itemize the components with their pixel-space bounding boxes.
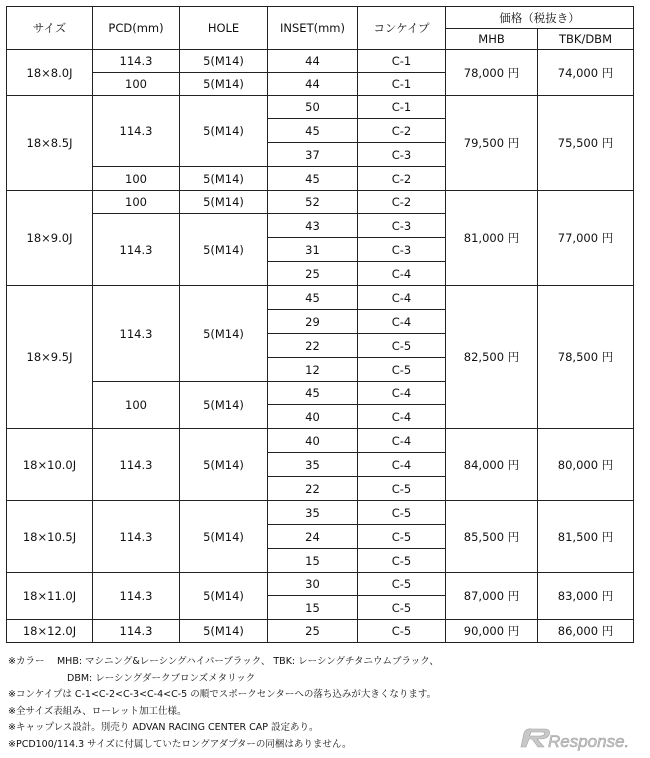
size-cell: 18×8.5J [7, 96, 93, 191]
hole-cell: 5(M14) [180, 286, 268, 382]
size-cell: 18×10.5J [7, 501, 93, 573]
inset-cell: 12 [268, 358, 358, 382]
inset-cell: 43 [268, 214, 358, 238]
concave-cell: C-2 [358, 167, 446, 191]
hole-cell: 5(M14) [180, 73, 268, 96]
concave-cell: C-3 [358, 238, 446, 262]
price-tbk-cell: 74,000 円 [538, 50, 634, 96]
hole-cell: 5(M14) [180, 501, 268, 573]
table-row [7, 286, 634, 310]
header-inset: INSET(mm) [268, 7, 358, 50]
note-concave: ※コンケイプは C-1<C-2<C-3<C-4<C-5 の順でスポークセンターへの落ち込みが大きくなります。 [8, 689, 437, 701]
hole-cell: 5(M14) [180, 96, 268, 167]
concave-cell: C-5 [358, 334, 446, 358]
inset-cell: 52 [268, 191, 358, 214]
table-row [7, 573, 634, 596]
pcd-cell: 114.3 [93, 96, 180, 167]
concave-cell: C-2 [358, 191, 446, 214]
table-row [7, 96, 634, 119]
hole-cell: 5(M14) [180, 620, 268, 643]
price-mhb-cell: 79,500 円 [446, 96, 538, 191]
note-adapter: ※PCD100/114.3 サイズに付属していたロングアダプターの同梱はありません。 [8, 738, 352, 750]
size-cell: 18×10.0J [7, 429, 93, 501]
concave-cell: C-1 [358, 73, 446, 96]
inset-cell: 35 [268, 453, 358, 477]
hole-cell: 5(M14) [180, 214, 268, 286]
inset-cell: 45 [268, 119, 358, 143]
price-mhb-cell: 84,000 円 [446, 429, 538, 501]
concave-cell: C-1 [358, 50, 446, 73]
header-price: 価格（税抜き） [446, 7, 634, 29]
header-concave: コンケイプ [358, 7, 446, 50]
price-tbk-cell: 78,500 円 [538, 286, 634, 429]
pcd-cell: 114.3 [93, 620, 180, 643]
size-cell: 18×8.0J [7, 50, 93, 96]
header-mhb: MHB [446, 29, 538, 50]
price-mhb-cell: 90,000 円 [446, 620, 538, 643]
table-row [7, 191, 634, 214]
table-row [7, 429, 634, 453]
inset-cell: 45 [268, 286, 358, 310]
inset-cell: 25 [268, 262, 358, 286]
pcd-cell: 114.3 [93, 50, 180, 73]
hole-cell: 5(M14) [180, 382, 268, 429]
inset-cell: 29 [268, 310, 358, 334]
price-tbk-cell: 80,000 円 [538, 429, 634, 501]
note-color-dbm: DBM: レーシングダークブロンズメタリック [67, 672, 256, 684]
pcd-cell: 114.3 [93, 501, 180, 573]
concave-cell: C-5 [358, 358, 446, 382]
concave-cell: C-5 [358, 525, 446, 549]
inset-cell: 30 [268, 573, 358, 596]
concave-cell: C-4 [358, 310, 446, 334]
inset-cell: 35 [268, 501, 358, 525]
concave-cell: C-4 [358, 405, 446, 429]
size-cell: 18×9.5J [7, 286, 93, 429]
pcd-cell: 100 [93, 73, 180, 96]
wheel-spec-table [6, 6, 634, 643]
price-mhb-cell: 87,000 円 [446, 573, 538, 620]
concave-cell: C-4 [358, 382, 446, 405]
hole-cell: 5(M14) [180, 429, 268, 501]
hole-cell: 5(M14) [180, 573, 268, 620]
hole-cell: 5(M14) [180, 167, 268, 191]
header-tbk: TBK/DBM [538, 29, 634, 50]
pcd-cell: 100 [93, 167, 180, 191]
inset-cell: 44 [268, 50, 358, 73]
concave-cell: C-5 [358, 549, 446, 573]
inset-cell: 45 [268, 167, 358, 191]
concave-cell: C-4 [358, 286, 446, 310]
price-mhb-cell: 81,000 円 [446, 191, 538, 286]
price-tbk-cell: 77,000 円 [538, 191, 634, 286]
price-mhb-cell: 85,500 円 [446, 501, 538, 573]
inset-cell: 22 [268, 334, 358, 358]
pcd-cell: 100 [93, 191, 180, 214]
size-cell: 18×9.0J [7, 191, 93, 286]
size-cell: 18×11.0J [7, 573, 93, 620]
svg-text:Response.: Response. [548, 732, 630, 751]
note-color: ※カラー MHB: マシニング&レーシングハイパーブラック、 TBK: レーシングチタニウムブラック、 [8, 656, 439, 667]
inset-cell: 15 [268, 596, 358, 620]
inset-cell: 50 [268, 96, 358, 119]
concave-cell: C-5 [358, 596, 446, 620]
concave-cell: C-5 [358, 501, 446, 525]
inset-cell: 31 [268, 238, 358, 262]
concave-cell: C-3 [358, 143, 446, 167]
concave-cell: C-2 [358, 119, 446, 143]
pcd-cell: 114.3 [93, 573, 180, 620]
price-mhb-cell: 82,500 円 [446, 286, 538, 429]
hole-cell: 5(M14) [180, 50, 268, 73]
concave-cell: C-1 [358, 96, 446, 119]
price-mhb-cell: 78,000 円 [446, 50, 538, 96]
price-tbk-cell: 81,500 円 [538, 501, 634, 573]
concave-cell: C-5 [358, 477, 446, 501]
size-cell: 18×12.0J [7, 620, 93, 643]
inset-cell: 40 [268, 429, 358, 453]
inset-cell: 44 [268, 73, 358, 96]
concave-cell: C-4 [358, 429, 446, 453]
inset-cell: 40 [268, 405, 358, 429]
pcd-cell: 114.3 [93, 214, 180, 286]
note-full-size: ※全サイズ表組み、ローレット加工仕様。 [8, 705, 187, 717]
header-pcd: PCD(mm) [93, 7, 180, 50]
pcd-cell: 114.3 [93, 429, 180, 501]
note-cap: ※キャップレス設計。別売り ADVAN RACING CENTER CAP 設定あり。 [8, 722, 319, 734]
hole-cell: 5(M14) [180, 191, 268, 214]
concave-cell: C-5 [358, 620, 446, 643]
inset-cell: 25 [268, 620, 358, 643]
response-logo [520, 725, 642, 753]
header-size: サイズ [7, 7, 93, 50]
inset-cell: 24 [268, 525, 358, 549]
price-tbk-cell: 75,500 円 [538, 96, 634, 191]
price-tbk-cell: 86,000 円 [538, 620, 634, 643]
price-tbk-cell: 83,000 円 [538, 573, 634, 620]
concave-cell: C-4 [358, 262, 446, 286]
concave-cell: C-4 [358, 453, 446, 477]
pcd-cell: 114.3 [93, 286, 180, 382]
inset-cell: 15 [268, 549, 358, 573]
table-row [7, 620, 634, 643]
header-hole: HOLE [180, 7, 268, 50]
inset-cell: 22 [268, 477, 358, 501]
footnotes [8, 654, 608, 754]
inset-cell: 37 [268, 143, 358, 167]
table-row [7, 50, 634, 73]
concave-cell: C-3 [358, 214, 446, 238]
inset-cell: 45 [268, 382, 358, 405]
table-row [7, 501, 634, 525]
pcd-cell: 100 [93, 382, 180, 429]
concave-cell: C-5 [358, 573, 446, 596]
